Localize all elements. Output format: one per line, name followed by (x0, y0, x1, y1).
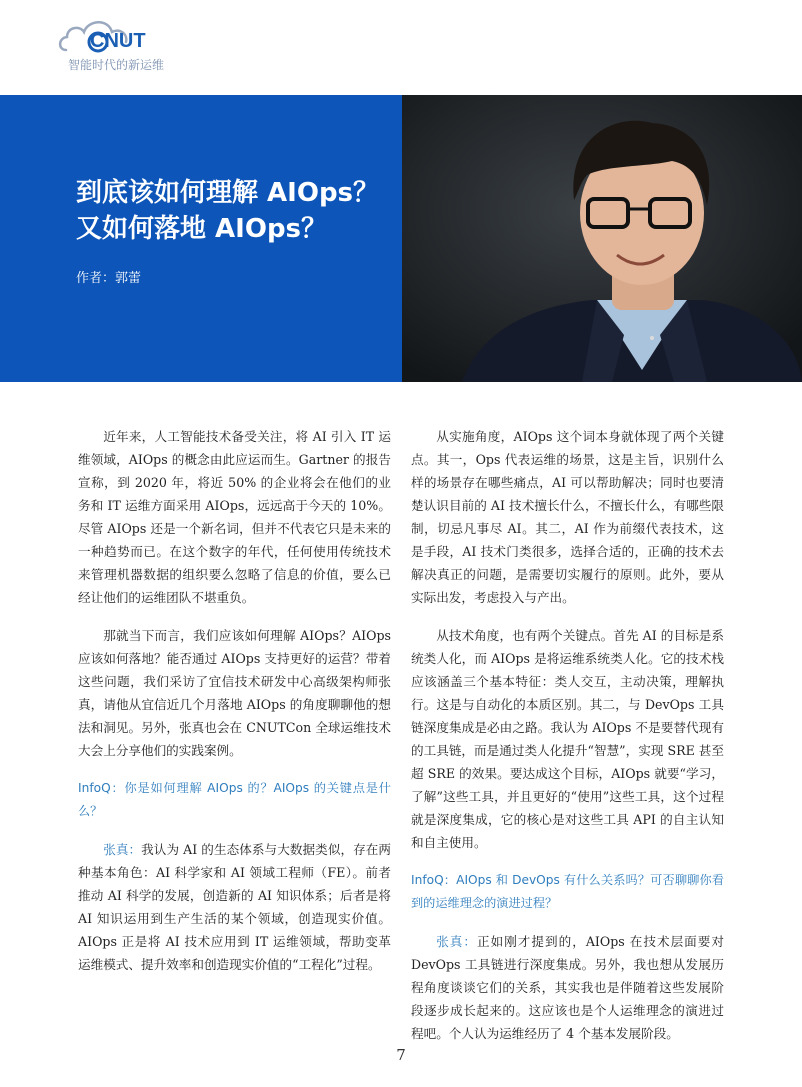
cnut-logo (58, 16, 228, 76)
interview-question: InfoQ：你是如何理解 AIOps 的？AIOps 的关键点是什么？ (78, 781, 391, 818)
paragraph: 近年来，人工智能技术备受关注，将 AI 引入 IT 运维领域，AIOps 的概念由此应运而生。Gartner 的报告宣称，到 2020 年，将近 50% 的企业将会在他们的业务和 IT 运维方面采用 AIOps，远远高于今天的 10%。尽管 AIOps 还是一个新名词，但并不代表它只是未来的一种趋势而已。在这个数字的年代，任何使用传统技术来管理机器数据的组织要么忽略了信息的价值，要么已经让他们的运维团队不堪重负。 (78, 429, 391, 605)
answer-text: 正如刚才提到的，AIOps 在技术层面要对 DevOps 工具链进行深度集成。另外，我也想从发展历程角度谈谈它们的关系，其实我也是伴随着这些发展阶段逐步成长起来的。这应该也是个人运维理念的演进过程吧。个人认为运维经历了 4 个基本发展阶段。 (411, 934, 724, 1041)
answer-text: 我认为 AI 的生态体系与大数据类似，存在两种基本角色：AI 科学家和 AI 领域工程师（FE）。前者推动 AI 科学的发展，创造新的 AI 知识体系；后者是将 AI 知识运用到生产生活的某个领域，创造现实价值。AIOps 正是将 AI 技术应用到 IT 运维领域，帮助变革运维模式、提升效率和创造现实价值的“工程化”过程。 (78, 842, 392, 972)
title-line-2: 又如何落地 AIOps？ (76, 214, 328, 244)
interview-answer (78, 838, 391, 976)
portrait-illustration (402, 95, 802, 382)
hero-banner (0, 95, 802, 382)
interview-answer (411, 930, 724, 1045)
interview-question: InfoQ：AIOps 和 DevOps 有什么关系吗？可否聊聊你看到的运维理念的演进过程？ (411, 873, 724, 910)
logo-text: CNUT (90, 30, 146, 52)
page-title (76, 175, 379, 247)
paragraph: 那就当下而言，我们应该如何理解 AIOps？AIOps 应该如何落地？能否通过 AIOps 支持更好的运营？带着这些问题，我们采访了宜信技术研发中心高级架构师张真，请他从宜信近几个月落地 AIOps 的角度聊聊他的想法和洞见。另外，张真也会在 CNUTCon 全球运维技术大会上分享他们的实践案例。 (78, 628, 391, 758)
portrait-photo (402, 95, 802, 382)
title-line-1: 到底该如何理解 AIOps？ (76, 178, 380, 208)
article-column-right (411, 425, 724, 1060)
page-number: 7 (396, 1046, 406, 1064)
speaker-label: 张真： (436, 934, 477, 949)
paragraph: 从实施角度，AIOps 这个词本身就体现了两个关键点。其一，Ops 代表运维的场景，这是主旨，识别什么样的场景存在哪些痛点，AI 可以帮助解决；同时也要清楚认识目前的 AI 技术擅长什么，不擅长什么，有哪些限制，切忌凡事尽 AI。其二，AI 作为前缀代表技术，这是手段，AI 技术门类很多，选择合适的，正确的技术去解决真正的问题，是需要切实履行的原则。此外，要从实际出发，考虑投入与产出。 (411, 429, 724, 605)
article-column-left (78, 425, 391, 991)
title-panel (0, 95, 402, 382)
author-byline: 作者：郭蕾 (76, 271, 142, 286)
paragraph: 从技术角度，也有两个关键点。首先 AI 的目标是系统类人化，而 AIOps 是将运维系统类人化。它的技术栈应该涵盖三个基本特征：类人交互，主动决策，理解执行。这是与自动化的本质区别。其二，与 DevOps 工具链深度集成是必由之路。我认为 AIOps 不是要替代现有的工具链，而是通过类人化提升“智慧”，实现 SRE 甚至超 SRE 的效果。要达成这个目标，AIOps 就要“学习，了解”这些工具，并且更好的“使用”这些工具，这个过程就是深度集成，它的核心是对这些工具 API 的自主认知和自主使用。 (411, 628, 724, 850)
speaker-label: 张真： (103, 842, 142, 857)
logo-tagline: 智能时代的新运维 (68, 58, 165, 72)
